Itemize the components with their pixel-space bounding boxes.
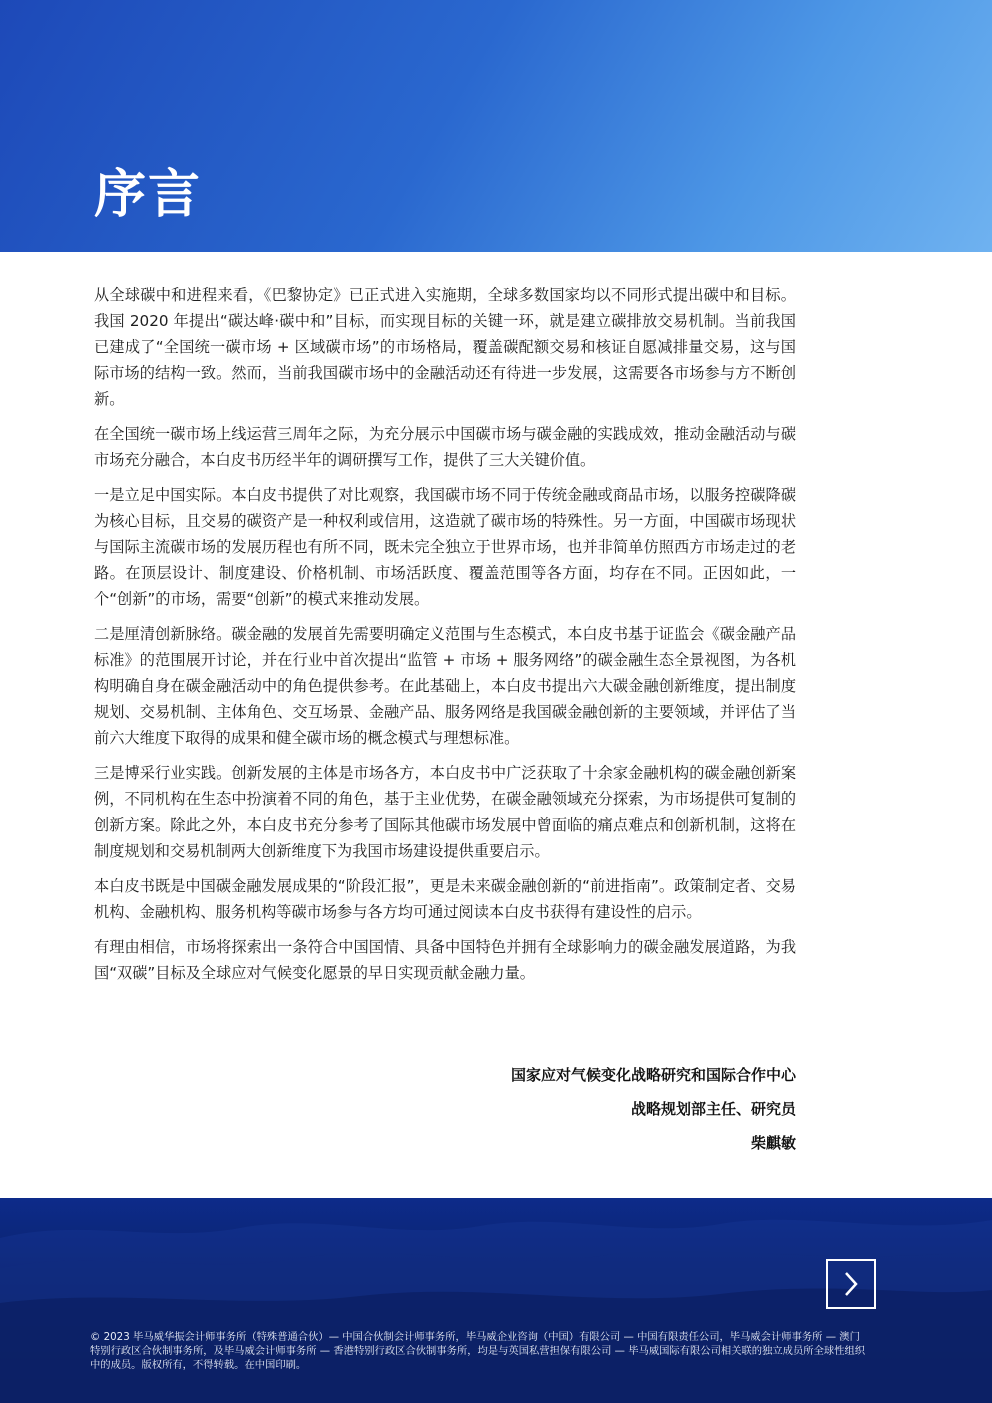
- paragraph: 一是立足中国实际。本白皮书提供了对比观察，我国碳市场不同于传统金融或商品市场，以服务控碳降碳为核心目标，且交易的碳资产是一种权利或信用，这造就了碳市场的特殊性。另一方面，中国碳市场现状与国际主流碳市场的发展历程也有所不同，既未完全独立于世界市场，也并非简单仿照西方市场走过的老路。在顶层设计、制度建设、价格机制、市场活跃度、覆盖范围等各方面，均存在不同。正因如此，一个“创新”的市场，需要“创新”的模式来推动发展。: [94, 486, 796, 608]
- paragraph: 二是厘清创新脉络。碳金融的发展首先需要明确定义范围与生态模式，本白皮书基于证监会《碳金融产品标准》的范围展开讨论，并在行业中首次提出“监管 + 市场 + 服务网络”的碳金融生态全景视图，为各机构明确自身在碳金融活动中的角色提供参考。在此基础上，本白皮书提出六大碳金融创新维度，提出制度规划、交易机制、主体角色、交互场景、金融产品、服务网络是我国碳金融创新的主要领域，并评估了当前六大维度下取得的成果和健全碳市场的概念模式与理想标准。: [94, 625, 796, 747]
- paragraph: 本白皮书既是中国碳金融发展成果的“阶段汇报”，更是未来碳金融创新的“前进指南”。政策制定者、交易机构、金融机构、服务机构等碳市场参与各方均可通过阅读本白皮书获得有建设性的启示。: [94, 877, 796, 921]
- next-page-button[interactable]: [826, 1259, 876, 1309]
- signature-position: 战略规划部主任、研究员: [630, 1100, 796, 1118]
- paragraph: 在全国统一碳市场上线运营三周年之际，为充分展示中国碳市场与碳金融的实践成效，推动金融活动与碳市场充分融合，本白皮书历经半年的调研撰写工作，提供了三大关键价值。: [94, 425, 796, 469]
- header-banner: [0, 0, 992, 252]
- signature-name: 柴麒敏: [750, 1134, 796, 1152]
- chevron-right-icon: [840, 1269, 862, 1299]
- paragraph: 有理由相信，市场将探索出一条符合中国国情、具备中国特色并拥有全球影响力的碳金融发展道路，为我国“双碳”目标及全球应对气候变化愿景的早日实现贡献金融力量。: [94, 938, 796, 982]
- signature-organization: 国家应对气候变化战略研究和国际合作中心: [510, 1066, 796, 1084]
- paragraph: 从全球碳中和进程来看，《巴黎协定》已正式进入实施期，全球多数国家均以不同形式提出碳中和目标。我国 2020 年提出“碳达峰·碳中和”目标，而实现目标的关键一环，就是建立碳排放交易机制。当前我国已建成了“全国统一碳市场 + 区域碳市场”的市场格局，覆盖碳配额交易和核证自愿减排量交易，这与国际市场的结构一致。然而，当前我国碳市场中的金融活动还有待进一步发展，这需要各市场参与方不断创新。: [94, 286, 796, 408]
- copyright-notice: © 2023 毕马威华振会计师事务所（特殊普通合伙）— 中国合伙制会计师事务所，毕马威企业咨询（中国）有限公司 — 中国有限责任公司，毕马威会计师事务所 — 澳门特别行政区合伙制事务所，及毕马威会计师事务所 — 香港特别行政区合伙制事务所，均是与英国私营担保有限公司 — 毕马威国际有限公司相关联的独立成员所全球性组织中的成员。版权所有，不得转载。在中国印刷。: [90, 1331, 866, 1371]
- paragraph: 三是博采行业实践。创新发展的主体是市场各方，本白皮书中广泛获取了十余家金融机构的碳金融创新案例，不同机构在生态中扮演着不同的角色，基于主业优势，在碳金融领域充分探索，为市场提供可复制的创新方案。除此之外，本白皮书充分参考了国际其他碳市场发展中曾面临的痛点难点和创新机制，这将在制度规划和交易机制两大创新维度下为我国市场建设提供重要启示。: [94, 764, 796, 860]
- signature-block: [511, 1058, 796, 1160]
- page-title: 序言: [94, 165, 203, 225]
- preface-body: [94, 282, 796, 995]
